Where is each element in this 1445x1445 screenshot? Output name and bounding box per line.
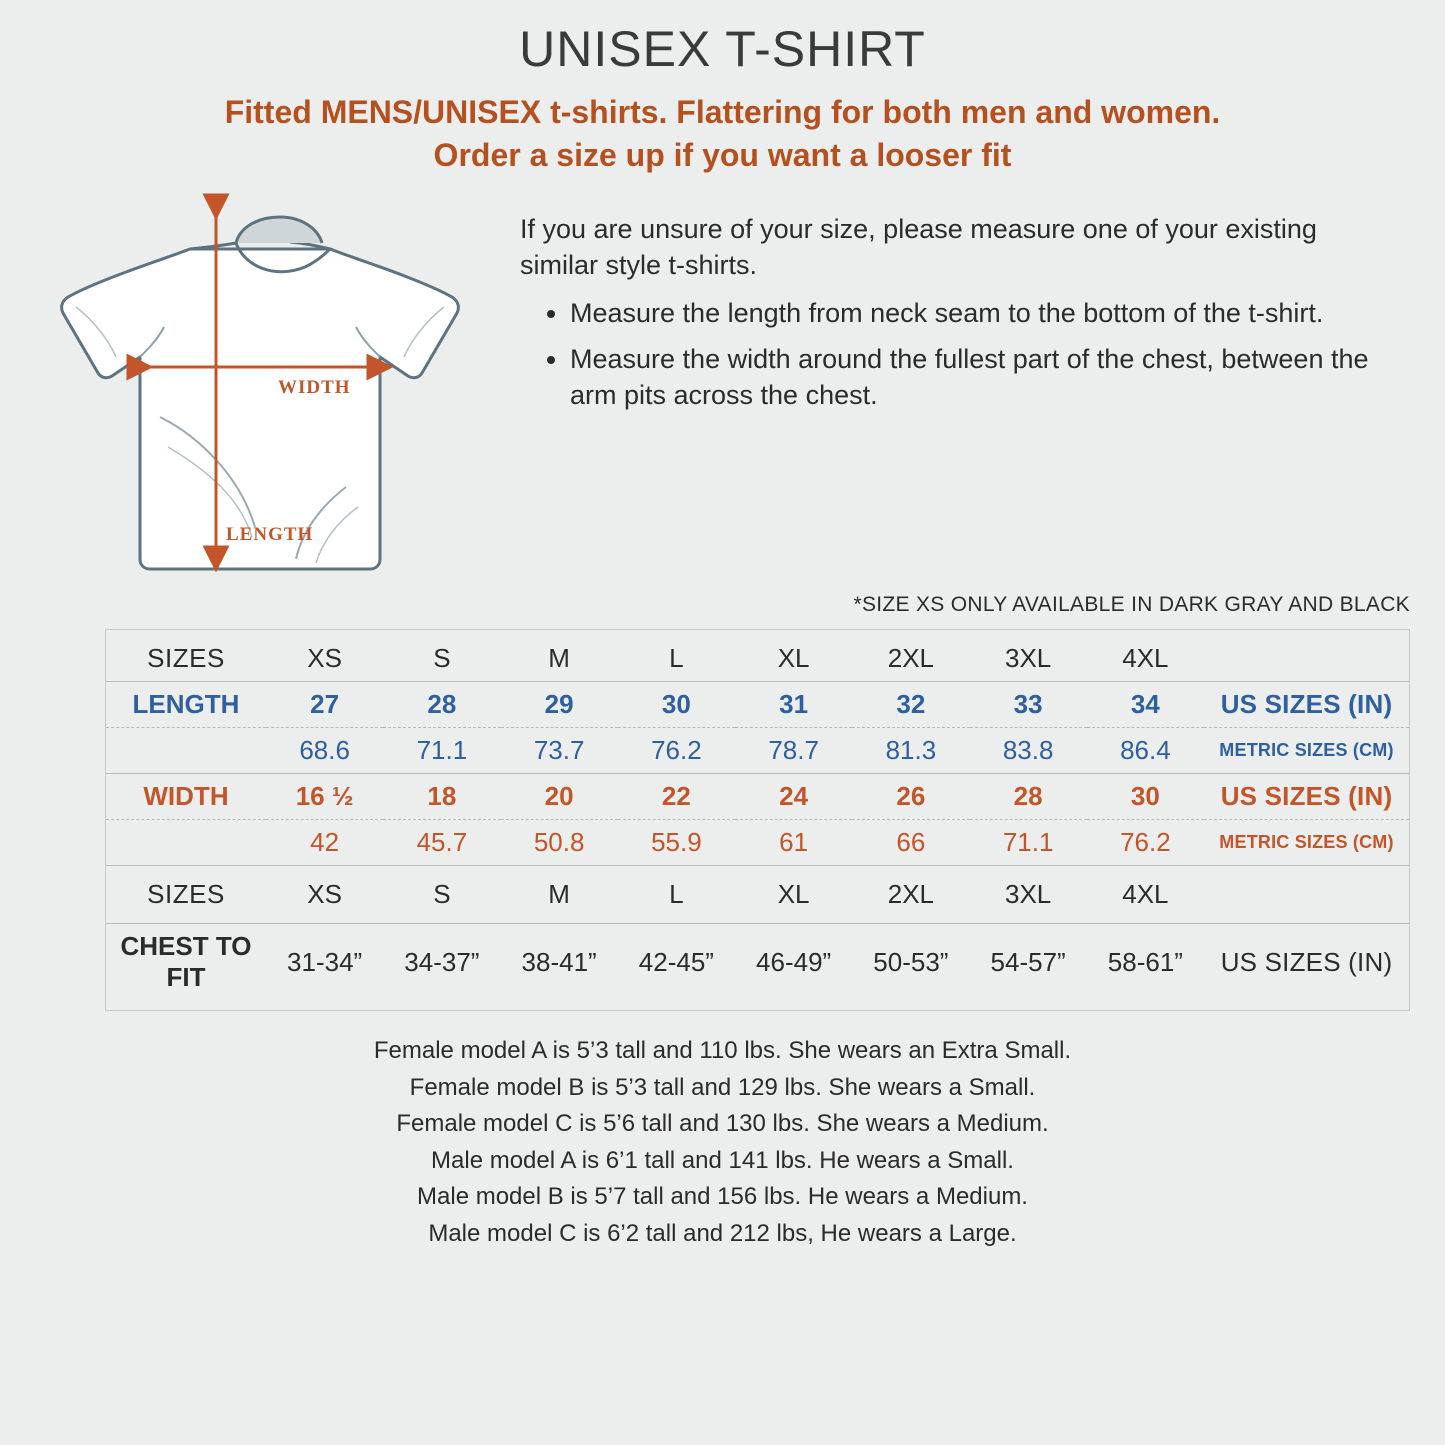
length-label: LENGTH	[226, 524, 314, 546]
unit-length-metric: METRIC SIZES (CM)	[1204, 728, 1409, 774]
cell-width-cm-xl: 61	[735, 820, 852, 866]
cell-chest-m: 38-41”	[501, 924, 618, 1001]
second-header-size-2xl: 2XL	[852, 866, 969, 924]
header-size-xs: XS	[307, 643, 342, 674]
model-note-line: Female model C is 5’6 tall and 130 lbs. She wears a Medium.	[396, 1110, 1049, 1138]
xs-availability-note: *SIZE XS ONLY AVAILABLE IN DARK GRAY AND BLACK	[853, 593, 1410, 617]
cell-length-cm-xl: 78.7	[735, 728, 852, 774]
header-size-l: L	[669, 643, 684, 674]
cell-width-l: 22	[618, 774, 735, 820]
cell-length-cm-2xl: 81.3	[852, 728, 969, 774]
header-sizes-label: SIZES	[147, 643, 225, 674]
cell-length-cm-l: 76.2	[618, 728, 735, 774]
model-note-line: Male model C is 6’2 tall and 212 lbs, He wears a Large.	[428, 1219, 1017, 1247]
cell-chest-s: 34-37”	[383, 924, 500, 1001]
cell-width-2xl: 26	[852, 774, 969, 820]
header-size-xl: XL	[777, 643, 810, 674]
header-size-4xl: 4XL	[1122, 643, 1169, 674]
model-note-line: Female model B is 5’3 tall and 129 lbs. She wears a Small.	[409, 1073, 1036, 1101]
diagram-and-instructions	[0, 177, 1445, 587]
subtitle-line-1: Fitted MENS/UNISEX t-shirts. Flattering for both men and women.	[224, 94, 1221, 130]
cell-width-cm-m: 50.8	[501, 820, 618, 866]
width-label: WIDTH	[278, 377, 351, 399]
instructions-block	[520, 187, 1415, 424]
instructions-intro: If you are unsure of your size, please measure one of your existing similar style t-shirts.	[520, 214, 1317, 281]
cell-width-m: 20	[501, 774, 618, 820]
cell-length-xs: 27	[266, 682, 383, 728]
cell-width-xl: 24	[735, 774, 852, 820]
row-label-width-metric	[106, 820, 266, 866]
second-header-sizes-label: SIZES	[106, 866, 266, 924]
second-header-size-4xl: 4XL	[1087, 866, 1204, 924]
model-note-line: Male model B is 5’7 tall and 156 lbs. He wears a Medium.	[417, 1183, 1028, 1211]
table-row-length-in	[106, 682, 1409, 728]
unit-chest-us: US SIZES (IN)	[1204, 924, 1409, 1001]
cell-width-cm-l: 55.9	[618, 820, 735, 866]
cell-width-xs: 16 ½	[266, 774, 383, 820]
cell-length-2xl: 32	[852, 682, 969, 728]
row-label-length: LENGTH	[106, 682, 266, 728]
unit-width-us: US SIZES (IN)	[1204, 774, 1409, 820]
model-note-line: Male model A is 6’1 tall and 141 lbs. He wears a Small.	[431, 1146, 1014, 1174]
cell-width-4xl: 30	[1087, 774, 1204, 820]
cell-length-3xl: 33	[970, 682, 1087, 728]
table-row-length-cm	[106, 728, 1409, 774]
cell-chest-xs: 31-34”	[266, 924, 383, 1001]
cell-chest-4xl: 58-61”	[1087, 924, 1204, 1001]
second-header-size-s: S	[383, 866, 500, 924]
list-item: • Measure the length from neck seam to the bottom of the t-shirt.	[570, 296, 1395, 332]
header-unit-empty	[1204, 636, 1409, 682]
second-header-size-l: L	[618, 866, 735, 924]
cell-chest-2xl: 50-53”	[852, 924, 969, 1001]
unit-width-metric: METRIC SIZES (CM)	[1204, 820, 1409, 866]
instructions-list	[520, 296, 1395, 414]
cell-width-s: 18	[383, 774, 500, 820]
table-second-header-row	[106, 866, 1409, 924]
header-size-2xl: 2XL	[887, 643, 934, 674]
cell-chest-l: 42-45”	[618, 924, 735, 1001]
table-row-width-cm	[106, 820, 1409, 866]
cell-length-cm-xs: 68.6	[266, 728, 383, 774]
cell-length-cm-4xl: 86.4	[1087, 728, 1204, 774]
page-title: UNISEX T-SHIRT	[519, 21, 926, 77]
table-row-width-in	[106, 774, 1409, 820]
page-subtitle	[0, 91, 1445, 177]
tshirt-diagram	[40, 187, 520, 587]
cell-width-cm-2xl: 66	[852, 820, 969, 866]
cell-chest-xl: 46-49”	[735, 924, 852, 1001]
header-size-s: S	[433, 643, 451, 674]
row-label-length-metric	[106, 728, 266, 774]
table-row-chest	[106, 924, 1409, 1001]
cell-length-xl: 31	[735, 682, 852, 728]
cell-length-m: 29	[501, 682, 618, 728]
second-header-size-xl: XL	[735, 866, 852, 924]
list-item: • Measure the width around the fullest part of the chest, between the arm pits across the chest.	[570, 342, 1395, 414]
cell-length-s: 28	[383, 682, 500, 728]
cell-chest-3xl: 54-57”	[970, 924, 1087, 1001]
header-size-m: M	[548, 643, 570, 674]
second-header-size-3xl: 3XL	[970, 866, 1087, 924]
subtitle-line-2: Order a size up if you want a looser fit	[433, 137, 1012, 174]
cell-width-3xl: 28	[970, 774, 1087, 820]
cell-length-cm-3xl: 83.8	[970, 728, 1087, 774]
cell-length-l: 30	[618, 682, 735, 728]
model-notes	[0, 1033, 1445, 1252]
size-table	[106, 636, 1409, 1000]
cell-width-cm-xs: 42	[266, 820, 383, 866]
cell-length-4xl: 34	[1087, 682, 1204, 728]
row-label-width: WIDTH	[106, 774, 266, 820]
row-label-chest: CHEST TO FIT	[106, 924, 266, 1001]
second-header-unit-empty	[1204, 866, 1409, 924]
table-header-row	[106, 636, 1409, 682]
unit-length-us: US SIZES (IN)	[1204, 682, 1409, 728]
header-size-3xl: 3XL	[1004, 643, 1052, 674]
size-table-container	[105, 629, 1410, 1011]
cell-length-cm-m: 73.7	[501, 728, 618, 774]
cell-length-cm-s: 71.1	[383, 728, 500, 774]
cell-width-cm-s: 45.7	[383, 820, 500, 866]
second-header-size-m: M	[501, 866, 618, 924]
second-header-size-xs: XS	[266, 866, 383, 924]
cell-width-cm-4xl: 76.2	[1087, 820, 1204, 866]
model-note-line: Female model A is 5’3 tall and 110 lbs. She wears an Extra Small.	[373, 1037, 1072, 1065]
cell-width-cm-3xl: 71.1	[970, 820, 1087, 866]
